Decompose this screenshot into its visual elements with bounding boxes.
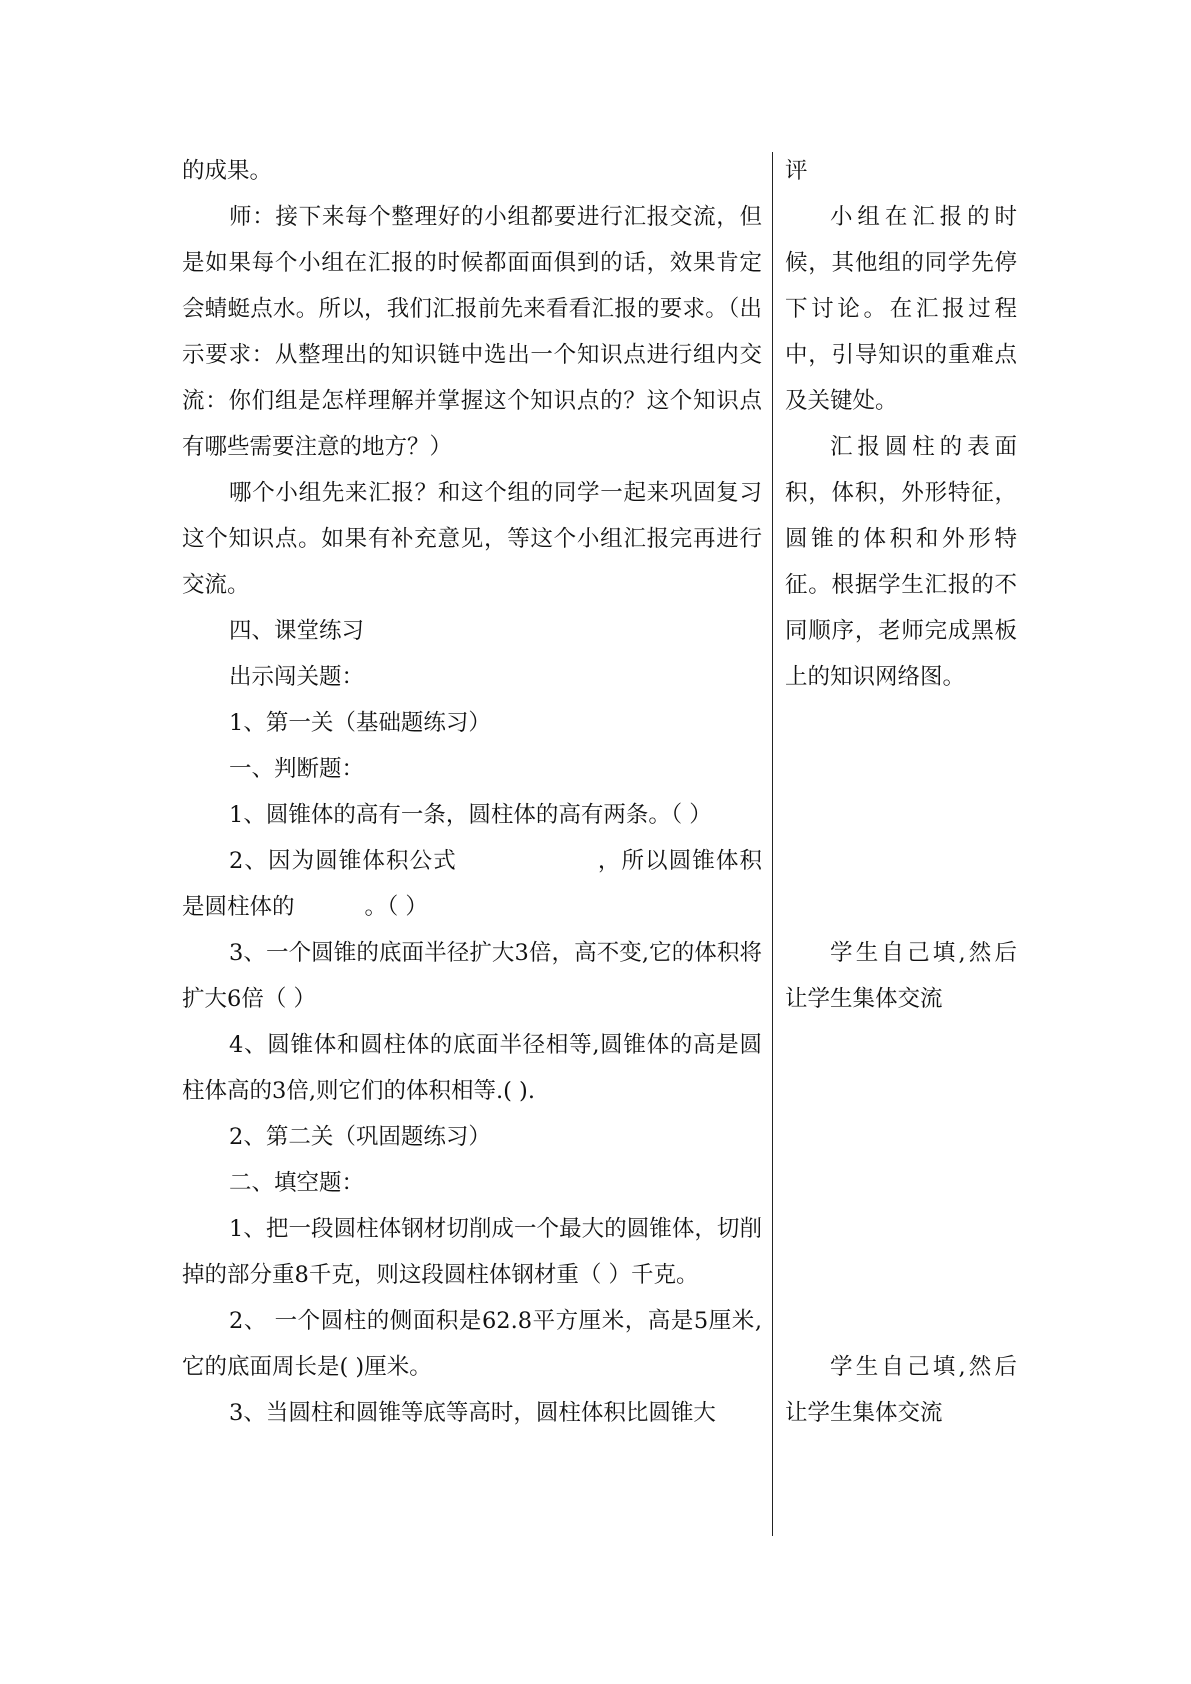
note-comment: 评	[785, 158, 808, 184]
note-self-fill-2: 学生自己填,然后让学生集体交流	[785, 1354, 1017, 1426]
question-tf-2-part-a: 2、因为圆锥体积公式	[229, 848, 457, 874]
paragraph-show-questions: 出示闯关题：	[229, 664, 365, 690]
question-tf-2-part-b: ，所以圆锥体积是圆柱体的	[182, 848, 762, 920]
note-knowledge-network: 汇报圆柱的表面积，体积，外形特征，圆锥的体积和外形特征。根据学生汇报的不同顺序，老师完成黑板上的知识网络图。	[785, 434, 1017, 690]
note-self-fill-1: 学生自己填,然后让学生集体交流	[785, 940, 1017, 1012]
paragraph-teacher-instruction: 师：接下来每个整理好的小组都要进行汇报交流，但是如果每个小组在汇报的时候都面面俱到的话，效果肯定会蜻蜓点水。所以，我们汇报前先来看看汇报的要求。（出示要求：从整理出的知识链中选出一个知识点进行组内交流：你们组是怎样理解并掌握这个知识点的？这个知识点有哪些需要注意的地方？）	[182, 204, 762, 460]
heading-level-one: 1、第一关（基础题练习）	[229, 710, 491, 736]
question-tf-2-part-c: 。（ ）	[364, 894, 428, 920]
paragraph-result: 的成果。	[182, 158, 273, 184]
heading-fill-blank: 二、填空题：	[229, 1170, 365, 1196]
lesson-body	[182, 148, 762, 1436]
question-fill-1: 1、把一段圆柱体钢材切削成一个最大的圆锥体，切削掉的部分重8千克，则这段圆柱体钢材重（ ）千克。	[182, 1216, 762, 1288]
question-tf-4: 4、圆锥体和圆柱体的底面半径相等,圆锥体的高是圆柱体高的3倍,则它们的体积相等.( ).	[182, 1032, 762, 1104]
question-fill-2: 2、 一个圆柱的侧面积是62.8平方厘米，高是5厘米,它的底面周长是( )厘米。	[182, 1308, 762, 1380]
note-report-guidance: 小组在汇报的时候，其他组的同学先停下讨论。在汇报过程中，引导知识的重难点及关键处。	[785, 204, 1017, 414]
paragraph-group-report: 哪个小组先来汇报？和这个组的同学一起来巩固复习这个知识点。如果有补充意见，等这个小组汇报完再进行交流。	[182, 480, 762, 598]
heading-level-two: 2、第二关（巩固题练习）	[229, 1124, 491, 1150]
question-tf-2	[182, 838, 762, 930]
teaching-notes	[785, 148, 1017, 1436]
column-divider	[772, 152, 773, 1536]
heading-true-false: 一、判断题：	[229, 756, 365, 782]
question-tf-1: 1、圆锥体的高有一条，圆柱体的高有两条。（ ）	[229, 802, 712, 828]
heading-classroom-practice: 四、课堂练习	[229, 618, 365, 644]
question-fill-3: 3、当圆柱和圆锥等底等高时，圆柱体积比圆锥大	[229, 1400, 716, 1426]
question-tf-3: 3、一个圆锥的底面半径扩大3倍，高不变,它的体积将扩大6倍（ ）	[182, 940, 762, 1012]
